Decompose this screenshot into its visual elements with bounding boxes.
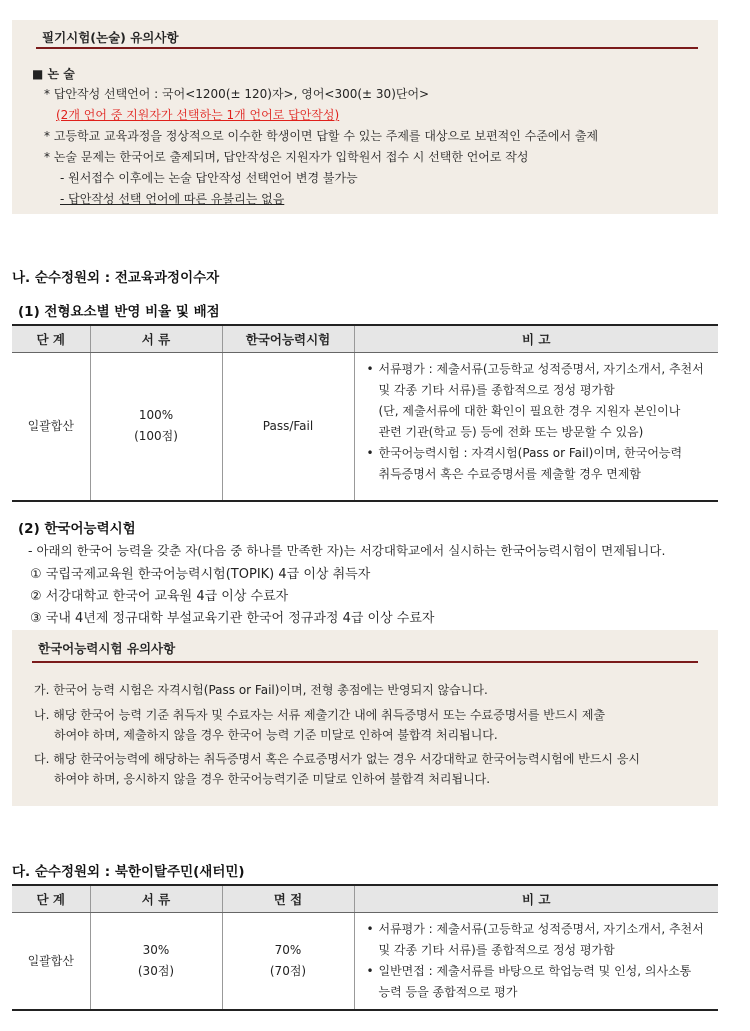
- docs-percent: 100%: [138, 408, 174, 423]
- cell-docs: [90, 913, 222, 1011]
- korean-notes-box: [12, 630, 718, 806]
- essay-notes-box: [12, 20, 718, 214]
- th-stage: 단 계: [12, 325, 90, 353]
- essay-heading: ■ 논 술: [32, 67, 75, 81]
- th-stage: 단 계: [12, 885, 90, 913]
- essay-line-3: * 고등학교 교육과정을 정상적으로 이수한 학생이면 답할 수 있는 주제를 대상으로 보편적인 수준에서 출제: [44, 129, 599, 143]
- table-na: [12, 324, 718, 502]
- korean-note-na-1: 나. 해당 한국어 능력 기준 취득자 및 수료자는 서류 제출기간 내에 취득증명서 또는 수료증명서를 반드시 제출: [34, 708, 606, 722]
- cell-korean: Pass/Fail: [222, 353, 354, 501]
- docs-points: (30점): [137, 964, 175, 978]
- th-korean: 한국어능력시험: [222, 325, 354, 353]
- korean-notes-title: 한국어능력시험 유의사항: [38, 641, 176, 656]
- section-na-sub1: (1) 전형요소별 반영 비율 및 배점: [18, 304, 220, 320]
- essay-notes-rule: [36, 47, 698, 49]
- cell-stage: 일괄합산: [12, 913, 90, 1011]
- korean-note-ga: 가. 한국어 능력 시험은 자격시험(Pass or Fail)이며, 전형 총점에는 반영되지 않습니다.: [34, 683, 488, 697]
- note-line: 취득증명서 혹은 수료증명서를 제출할 경우 면제함: [378, 467, 642, 481]
- th-docs: 서 류: [90, 885, 222, 913]
- section-da-title: 다. 순수정원외 : 북한이탈주민(새터민): [12, 864, 245, 880]
- cell-docs: [90, 353, 222, 501]
- table-da-header: [12, 885, 718, 913]
- th-docs: 서 류: [90, 325, 222, 353]
- exempt-item-1: ① 국립국제교육원 한국어능력시험(TOPIK) 4급 이상 취득자: [30, 567, 371, 582]
- cell-interview: [222, 913, 354, 1011]
- section-na-title: 나. 순수정원외 : 전교육과정이수자: [12, 270, 220, 286]
- exempt-item-2: ② 서강대학교 한국어 교육원 4급 이상 수료자: [30, 589, 289, 604]
- docs-percent: 30%: [142, 943, 170, 957]
- table-row: [12, 913, 718, 1011]
- korean-note-na-2: 하여야 하며, 제출하지 않을 경우 한국어 능력 기준 미달로 인하여 불합격 처리됩니다.: [54, 728, 498, 742]
- note-line: • 일반면접 : 제출서류를 바탕으로 학업능력 및 인성, 의사소통: [367, 961, 715, 982]
- korean-exempt-intro: - 아래의 한국어 능력을 갖춘 자(다음 중 하나를 만족한 자)는 서강대학교에서 실시하는 한국어능력시험이 면제됩니다.: [28, 543, 666, 558]
- korean-note-da-1: 다. 해당 한국어능력에 해당하는 취득증명서 혹은 수료증명서가 없는 경우 서강대학교 한국어능력시험에 반드시 응시: [34, 752, 641, 766]
- essay-notes-title: 필기시험(논술) 유의사항: [42, 30, 179, 45]
- note-line: • 서류평가 : 제출서류(고등학교 성적증명서, 자기소개서, 추천서: [367, 919, 715, 940]
- table-da: [12, 884, 718, 1011]
- essay-line-1: * 답안작성 선택언어 : 국어<1200(± 120)자>, 영어<300(± 30)단어>: [44, 87, 430, 101]
- note-line: 및 각종 기타 서류)를 종합적으로 정성 평가함: [378, 943, 615, 957]
- th-interview: 면 접: [222, 885, 354, 913]
- docs-points: (100점): [134, 429, 178, 444]
- note-line: 관련 기관(학교 등) 등에 전화 또는 방문할 수 있음): [378, 425, 644, 439]
- essay-line-4: * 논술 문제는 한국어로 출제되며, 답안작성은 지원자가 입학원서 접수 시 선택한 언어로 작성: [44, 150, 529, 164]
- cell-stage: 일괄합산: [12, 353, 90, 501]
- table-row: [12, 353, 718, 501]
- korean-notes-rule: [32, 661, 698, 663]
- table-na-header: [12, 325, 718, 353]
- exempt-item-3: ③ 국내 4년제 정규대학 부설교육기관 한국어 정규과정 4급 이상 수료자: [30, 611, 435, 626]
- essay-line-5: - 원서접수 이후에는 논술 답안작성 선택언어 변경 불가능: [60, 171, 358, 185]
- interview-percent: 70%: [274, 943, 302, 957]
- essay-line-2: (2개 언어 중 지원자가 선택하는 1개 언어로 답안작성): [56, 108, 340, 122]
- th-notes: 비 고: [354, 885, 718, 913]
- note-line: (단, 제출서류에 대한 확인이 필요한 경우 지원자 본인이나: [378, 404, 681, 418]
- note-line: • 한국어능력시험 : 자격시험(Pass or Fail)이며, 한국어능력: [367, 443, 715, 464]
- note-line: • 서류평가 : 제출서류(고등학교 성적증명서, 자기소개서, 추천서: [367, 359, 715, 380]
- note-line: 및 각종 기타 서류)를 종합적으로 정성 평가함: [378, 383, 615, 397]
- interview-points: (70점): [269, 964, 307, 978]
- korean-note-da-2: 하여야 하며, 응시하지 않을 경우 한국어능력기준 미달로 인하여 불합격 처리됩니다.: [54, 772, 491, 786]
- note-line: 능력 등을 종합적으로 평가: [378, 985, 518, 999]
- section-na-sub2: (2) 한국어능력시험: [18, 521, 136, 537]
- cell-notes: [354, 913, 718, 1011]
- cell-notes: [354, 353, 718, 501]
- th-notes: 비 고: [354, 325, 718, 353]
- essay-line-6: - 답안작성 선택 언어에 따른 유불리는 없음: [60, 192, 285, 206]
